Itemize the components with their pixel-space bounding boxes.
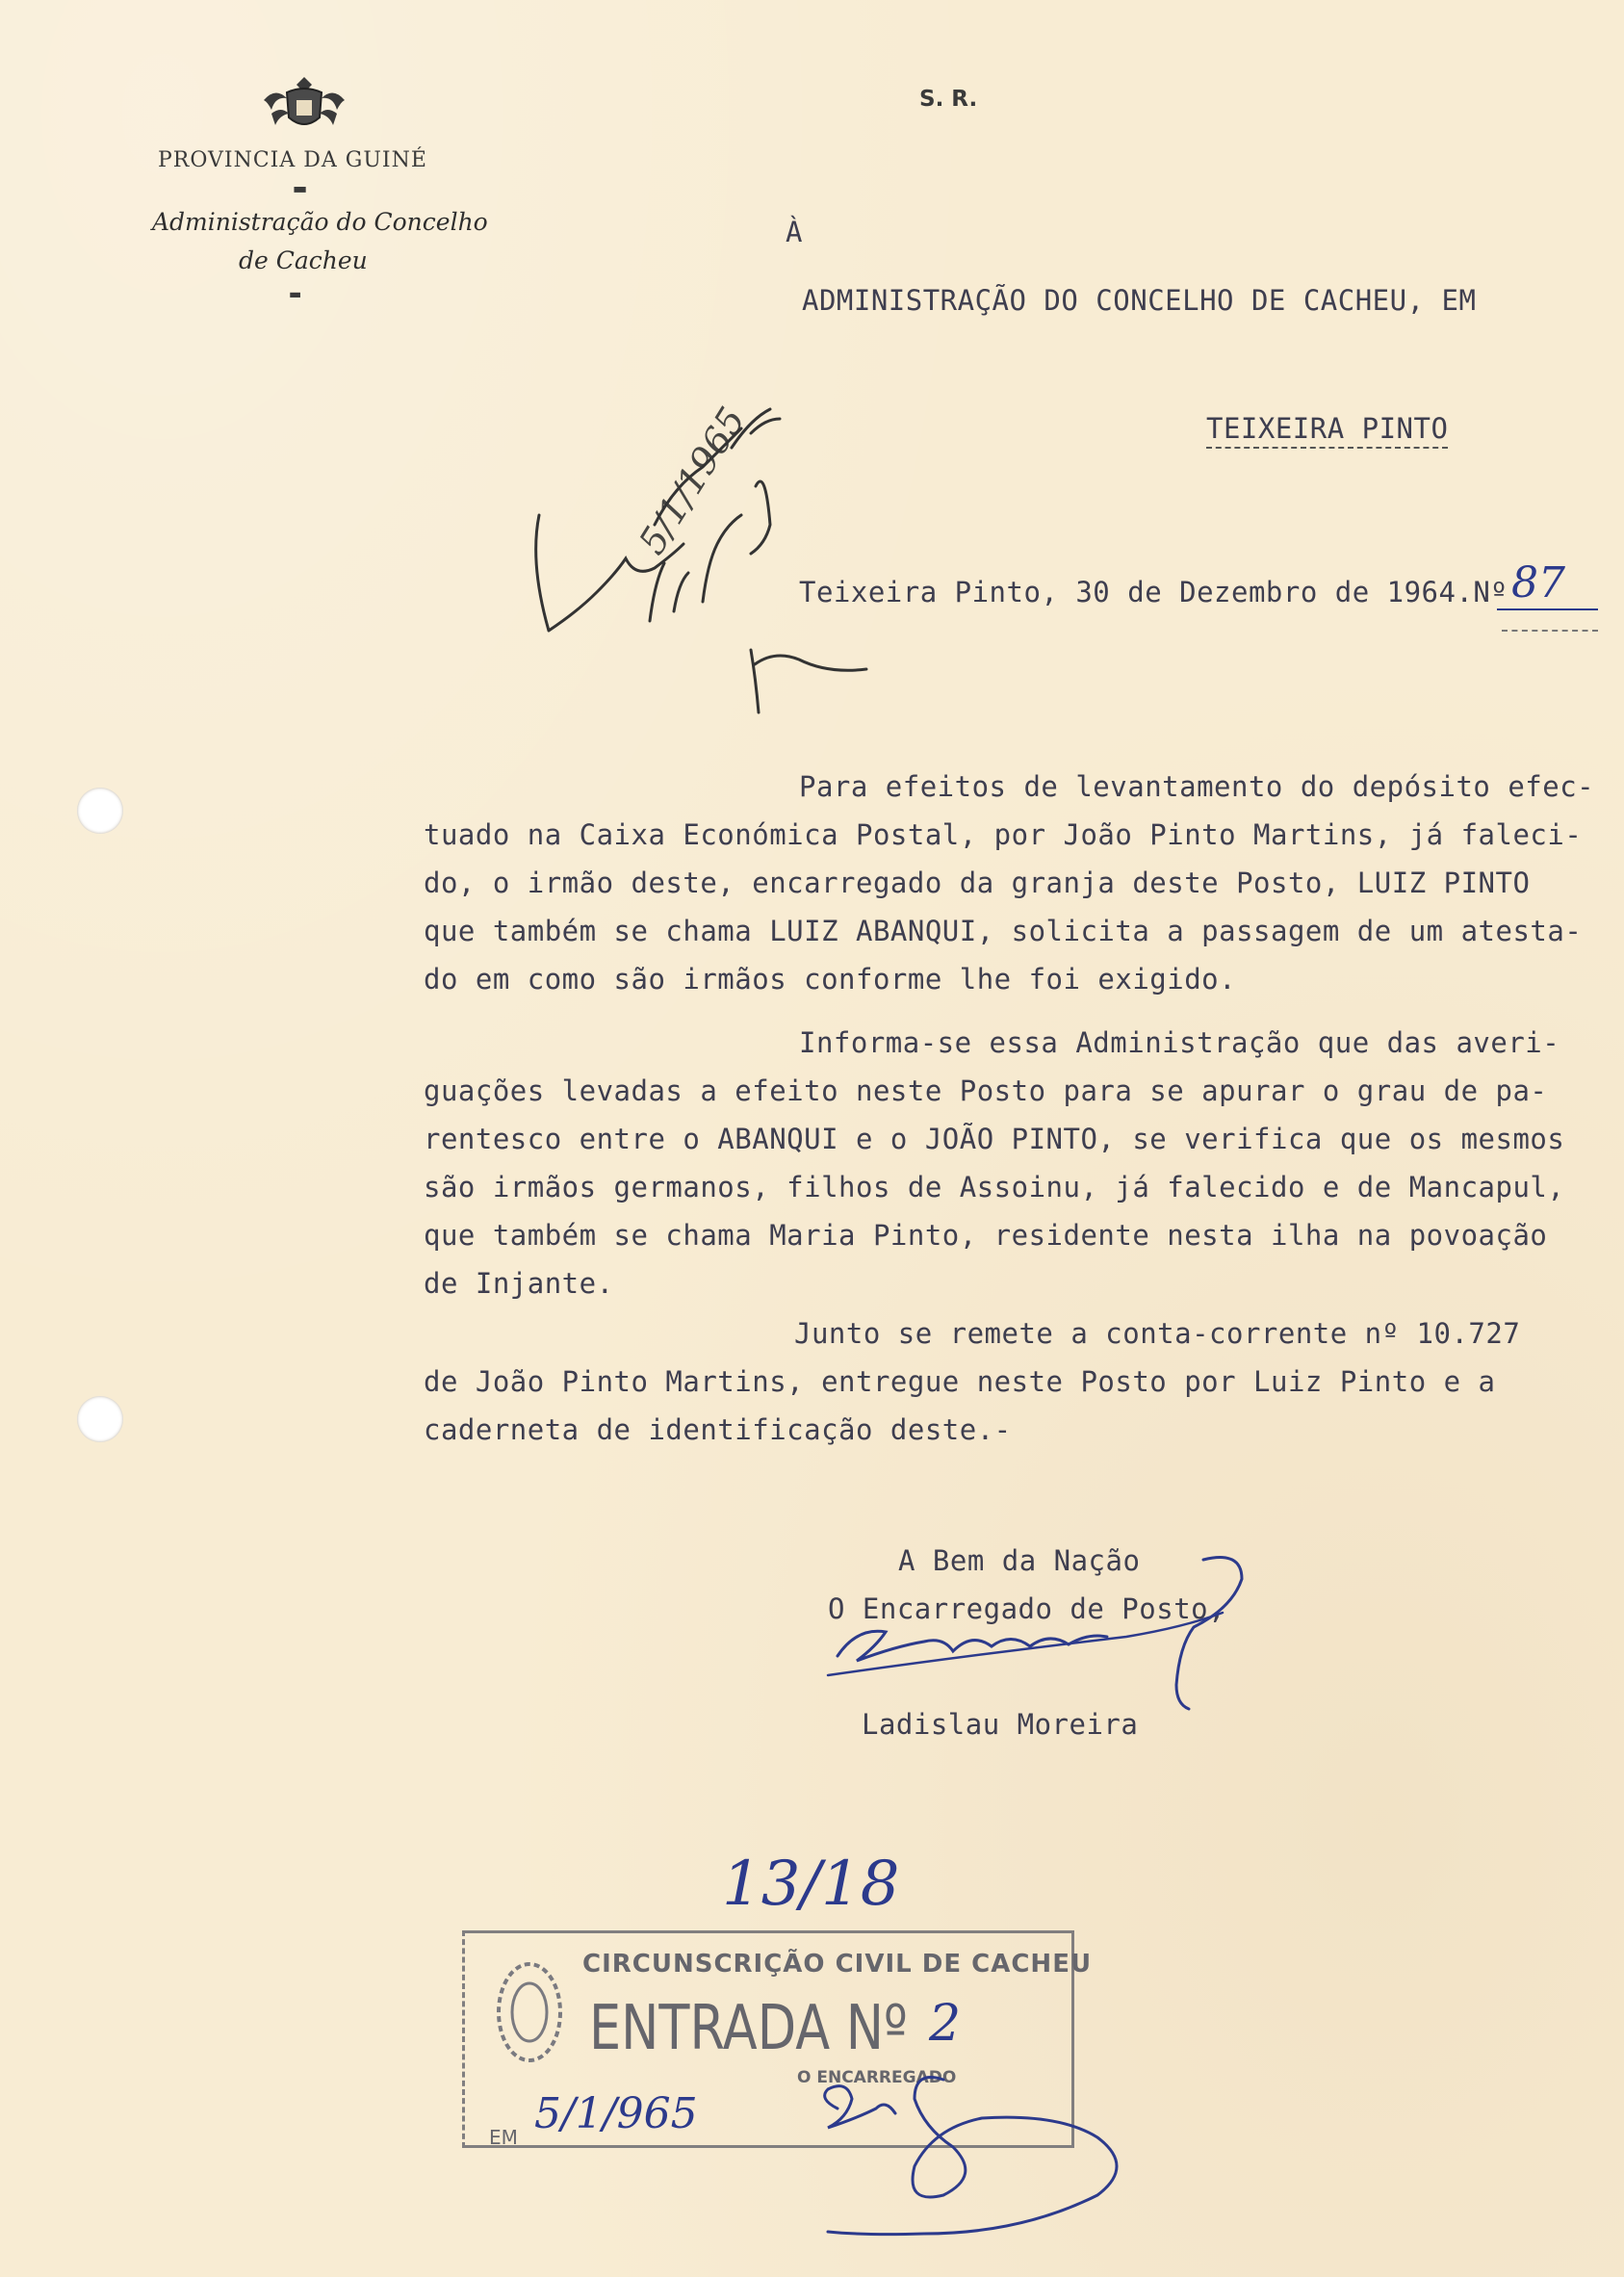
number-underline bbox=[1497, 608, 1598, 610]
stamp-handwritten-ref: 13/18 bbox=[722, 1849, 900, 1920]
addressee-prefix: À bbox=[786, 216, 803, 248]
body-p1-line5: do em como são irmãos conforme lhe foi exigido. bbox=[424, 963, 1237, 996]
closing-salutation: A Bem da Nação bbox=[898, 1544, 1141, 1577]
body-p3-line1: Junto se remete a conta-corrente nº 10.727 bbox=[794, 1317, 1521, 1350]
stamp-date: 5/1/965 bbox=[534, 2089, 698, 2138]
body-p1-line4: que também se chama LUIZ ABANQUI, solicita a passagem de um atesta- bbox=[424, 915, 1583, 947]
signature bbox=[818, 1540, 1261, 1714]
addressee-line1: ADMINISTRAÇÃO DO CONCELHO DE CACHEU, EM bbox=[802, 284, 1477, 317]
stamp-entry-number: 2 bbox=[929, 1995, 962, 2053]
stamp-officer: O ENCARREGADO bbox=[797, 2068, 957, 2087]
addressee-line2: TEIXEIRA PINTO bbox=[1206, 412, 1448, 449]
stamp-entry-label: ENTRADA Nº bbox=[589, 1993, 908, 2064]
closing-role: O Encarregado de Posto, bbox=[828, 1592, 1226, 1625]
stamp-signature bbox=[809, 2060, 1174, 2243]
body-p1-line3: do, o irmão deste, encarregado da granja deste Posto, LUIZ PINTO bbox=[424, 867, 1531, 899]
stamp-date-prefix: EM bbox=[489, 2126, 518, 2149]
province-title: PROVINCIA DA GUINÉ bbox=[158, 148, 427, 172]
body-p2-line1: Informa-se essa Administração que das averi- bbox=[799, 1026, 1560, 1059]
body-p2-line6: de Injante. bbox=[424, 1267, 614, 1300]
letterhead-dash-2: ▬ bbox=[289, 287, 302, 302]
coat-of-arms-icon bbox=[258, 71, 350, 139]
punch-hole-top bbox=[77, 788, 123, 834]
office-name-line1: Administração do Concelho bbox=[152, 208, 488, 236]
dateline: Teixeira Pinto, 30 de Dezembro de 1964.Nº bbox=[799, 576, 1508, 608]
number-rule bbox=[1502, 630, 1598, 632]
office-name-line2: de Cacheu bbox=[239, 246, 368, 274]
classification-mark: S. R. bbox=[919, 87, 978, 112]
margin-note-date: 5/1/1965 bbox=[631, 400, 754, 562]
punch-hole-bottom bbox=[77, 1396, 123, 1442]
body-p3-line2: de João Pinto Martins, entregue neste Posto por Luiz Pinto e a bbox=[424, 1365, 1496, 1398]
body-p2-line4: são irmãos germanos, filhos de Assoinu, já falecido e de Mancapul, bbox=[424, 1171, 1565, 1203]
body-p1-line1: Para efeitos de levantamento do depósito efec- bbox=[799, 770, 1595, 803]
body-p1-line2: tuado na Caixa Económica Postal, por João Pinto Martins, já faleci- bbox=[424, 818, 1583, 851]
body-p2-line2: guações levadas a efeito neste Posto para se apurar o grau de pa- bbox=[424, 1074, 1548, 1107]
body-p3-line3: caderneta de identificação deste.- bbox=[424, 1413, 1012, 1446]
body-p2-line3: rentesco entre o ABANQUI e o JOÃO PINTO, se verifica que os mesmos bbox=[424, 1123, 1565, 1155]
document-number: 87 bbox=[1511, 558, 1565, 608]
body-p2-line5: que também se chama Maria Pinto, residente nesta ilha na povoação bbox=[424, 1219, 1548, 1252]
signatory-name: Ladislau Moreira bbox=[862, 1708, 1139, 1741]
stamp-seal-icon bbox=[491, 1954, 568, 2070]
letterhead-dash-1: ▬ bbox=[293, 179, 308, 197]
stamp-title: CIRCUNSCRIÇÃO CIVIL DE CACHEU bbox=[582, 1950, 1093, 1979]
